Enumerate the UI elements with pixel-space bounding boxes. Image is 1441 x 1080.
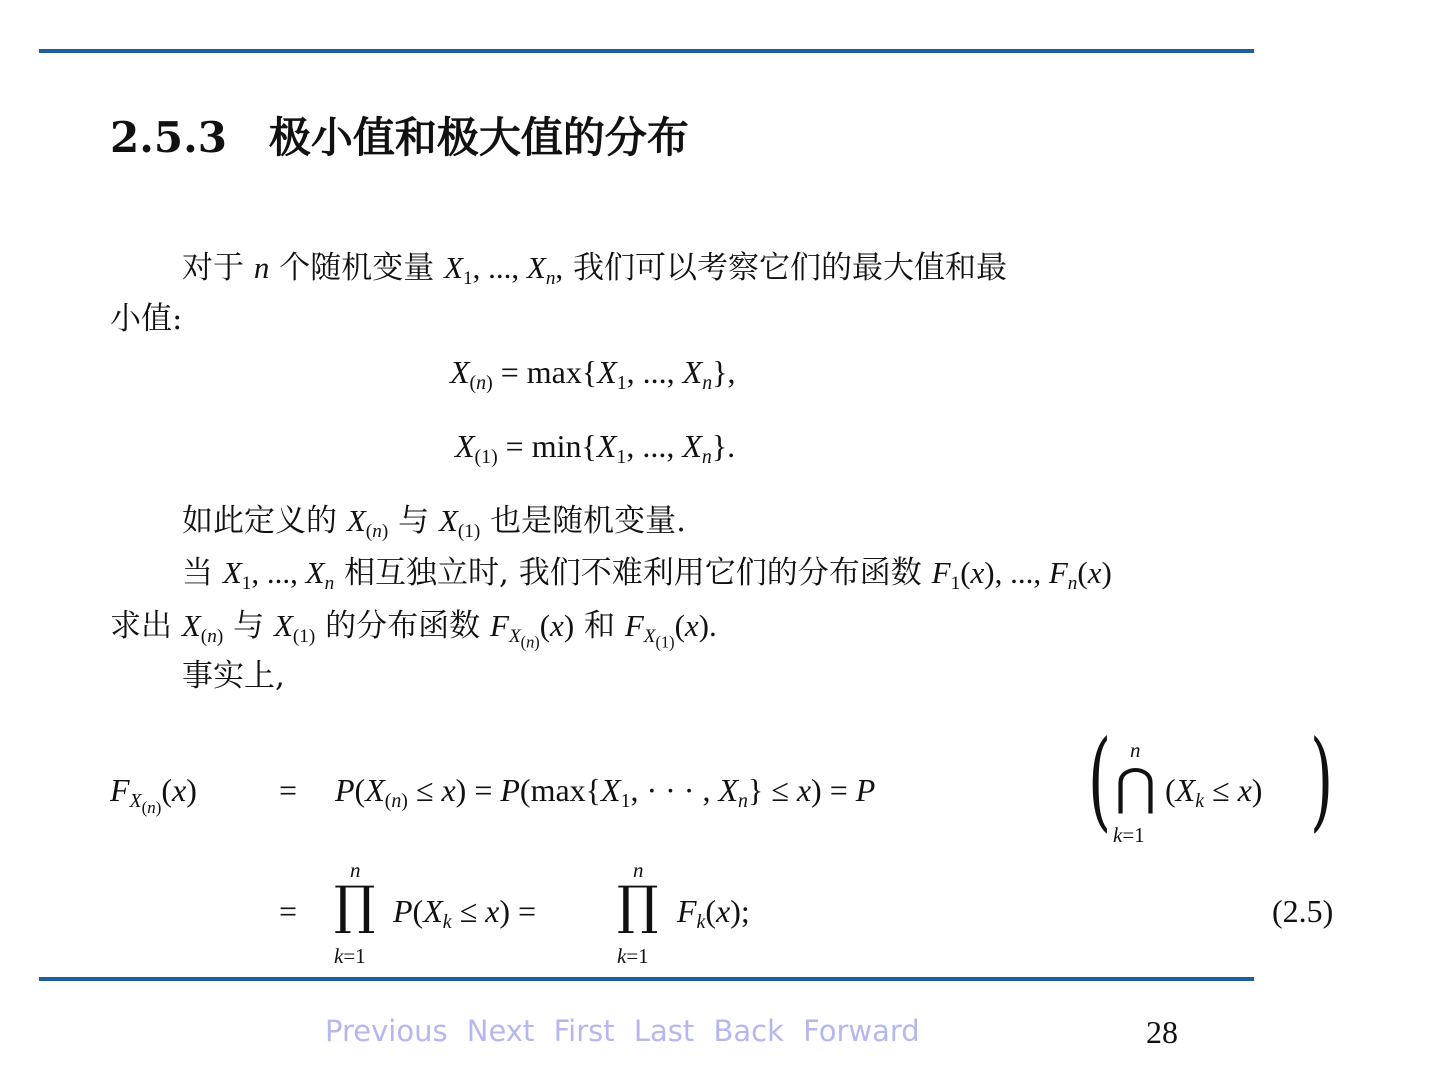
navigation-bar bbox=[325, 1014, 930, 1048]
left-paren: ( bbox=[1088, 718, 1112, 843]
page-number: 28 bbox=[1146, 1014, 1178, 1050]
equation-min: $X_{(1)} = \min\{X_1$, ..., $X_n$}. bbox=[455, 428, 736, 468]
bottom-rule bbox=[39, 977, 1254, 981]
product-operator-2: ∏ bbox=[617, 876, 659, 936]
section-title: 极小值和极大值的分布 bbox=[268, 113, 689, 162]
nav-last-link[interactable]: Last bbox=[633, 1014, 695, 1048]
product-upper-1: n bbox=[350, 858, 361, 882]
top-rule bbox=[39, 49, 1254, 53]
equation-number: (2.5) bbox=[1272, 893, 1334, 929]
equation-product-1: $P(X_k \le x)$ = bbox=[393, 893, 537, 933]
nav-first-link[interactable]: First bbox=[553, 1014, 615, 1048]
equation-event: $(X_k \le x)$ bbox=[1165, 772, 1263, 812]
section-number: 2.5.3 bbox=[110, 113, 227, 162]
equation-max: $X_{(n)} = \max\{X_1$, ..., $X_n$}, bbox=[450, 354, 736, 394]
product-lower-1: k=1 bbox=[334, 944, 366, 968]
paragraph-definition: 如此定义的 $X_{(n)}$ 与 $X_{(1)}$ 也是随机变量. bbox=[182, 503, 686, 542]
product-lower-2: k=1 bbox=[617, 944, 649, 968]
product-operator-1: ∏ bbox=[334, 876, 376, 936]
equation-equals-2: = bbox=[279, 893, 298, 929]
intersection-operator: ⋂ bbox=[1115, 758, 1157, 816]
section-heading bbox=[110, 105, 689, 165]
equation-equals-1: = bbox=[279, 772, 298, 808]
nav-previous-link[interactable]: Previous bbox=[325, 1014, 448, 1048]
paragraph-independence-line1: 当 $X_1$, ..., $X_n$ 相互独立时, 我们不难利用它们的分布函数 $F_1(x)$, ..., $F_n(x)$ bbox=[182, 555, 1112, 594]
nav-forward-link[interactable]: Forward bbox=[803, 1014, 920, 1048]
paragraph-independence-line2: 求出 $X_{(n)}$ 与 $X_{(1)}$ 的分布函数 $F_{X_{(n)}}(x)$ 和 $F_{X_{(1)}}(x)$. bbox=[110, 608, 717, 652]
paragraph-intro-line1: 对于 n 个随机变量 $X_1$, ..., $X_n$, 我们可以考察它们的最大值和最 bbox=[182, 250, 1008, 289]
limit-upper: n bbox=[1130, 738, 1141, 762]
paragraph-in-fact: 事实上, bbox=[182, 658, 285, 694]
equation-product-2: $F_k(x)$; bbox=[677, 893, 750, 933]
product-upper-2: n bbox=[633, 858, 644, 882]
nav-next-link[interactable]: Next bbox=[466, 1014, 535, 1048]
paragraph-intro-line2: 小值: bbox=[110, 301, 183, 337]
limit-lower: k=1 bbox=[1113, 823, 1145, 847]
right-paren: ) bbox=[1310, 718, 1334, 843]
equation-cdf-rhs: $P(X_{(n)} \le x) = P(\max\{X_1$, · · · , $X_n\} \le x) = P$ bbox=[335, 772, 876, 812]
equation-cdf-lhs: $F_{X_{(n)}}(x)$ bbox=[110, 772, 197, 817]
nav-back-link[interactable]: Back bbox=[713, 1014, 784, 1048]
